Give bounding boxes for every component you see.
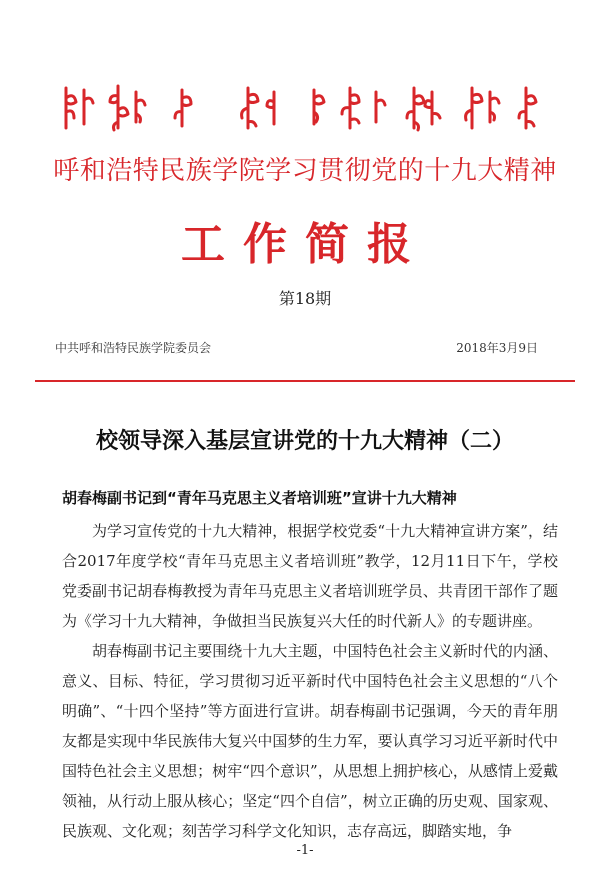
- red-divider: [35, 380, 575, 382]
- issue-number: 第18期: [278, 289, 332, 308]
- article-subhead: 胡春梅副书记到“青年马克思主义者培训班”宣讲十九大精神: [62, 489, 457, 507]
- article-title: 校领导深入基层宣讲党的十九大精神（二）: [95, 428, 514, 454]
- masthead-subtitle: 呼和浩特民族学院学习贯彻党的十九大精神: [53, 156, 557, 186]
- paragraph: 为学习宣传党的十九大精神，根据学校党委“十九大精神宣讲方案”，结合2017年度学校“青年马克思主义者培训班”教学，12月11日下午，学校党委副书记胡春梅教授为青年马克思主义者培训班学员、共青团干部作了题为《学习十九大精神，争做担当民族复兴大任的时代新人》的专题讲座。: [62, 522, 558, 630]
- article-body: [62, 516, 558, 846]
- mongolian-script-header: [60, 78, 550, 138]
- publisher-name: 中共呼和浩特民族学院委员会: [55, 341, 212, 355]
- paragraph: 胡春梅副书记主要围绕十九大主题，中国特色社会主义新时代的内涵、意义、目标、特征，学习贯彻习近平新时代中国特色社会主义思想的“八个明确”、“十四个坚持”等方面进行宣讲。胡春梅副书记强调，今天的青年朋友都是实现中华民族伟大复兴中国梦的生力军，要认真学习习近平新时代中国特色社会主义思想；树牢“四个意识”，从思想上拥护核心，从感情上爱戴领袖，从行动上服从核心；坚定“四个自信”，树立正确的历史观、国家观、民族观、文化观；刻苦学习科学文化知识，志存高远，脚踏实地，争: [62, 642, 558, 840]
- page-number: -1-: [296, 843, 314, 858]
- masthead-title: 工作简报: [181, 219, 429, 270]
- publish-date: 2018年3月9日: [456, 341, 538, 355]
